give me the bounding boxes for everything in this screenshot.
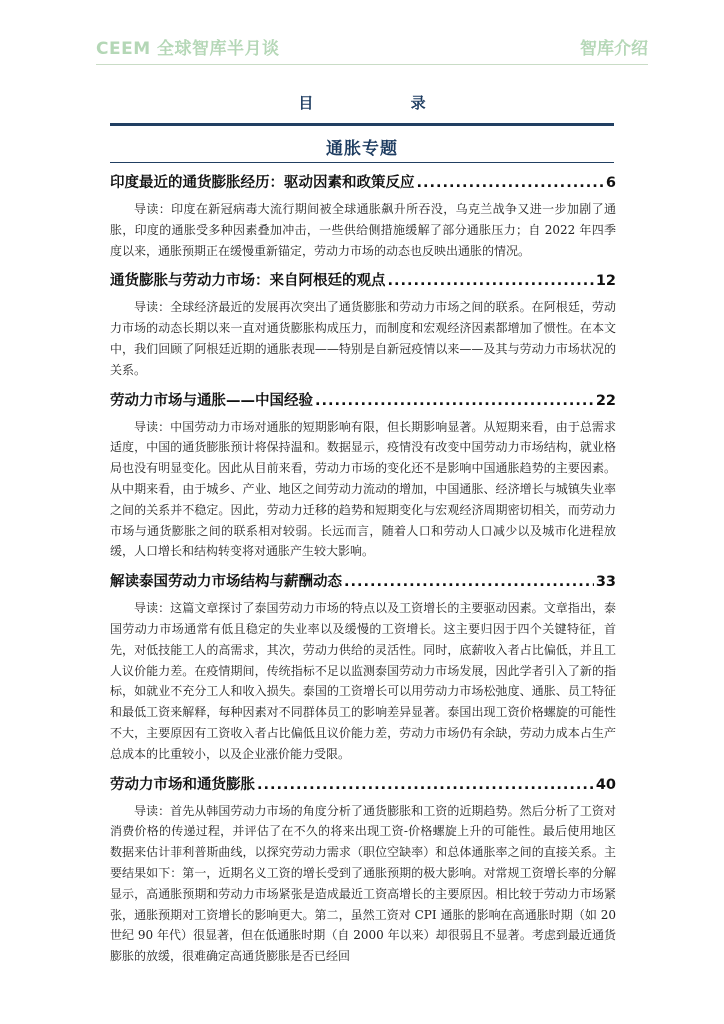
dot-leader bbox=[388, 265, 594, 297]
entry-page-number: 40 bbox=[595, 776, 616, 793]
toc-entry bbox=[110, 167, 616, 265]
entry-summary: 导读：全球经济最近的发展再次突出了通货膨胀和劳动力市场之间的联系。在阿根廷，劳动力市场的动态长期以来一直对通货膨胀构成压力，而制度和宏观经济因素都增加了惯性。在本文中，我们回顾了阿根廷近期的通胀表现——特别是自新冠疫情以来——及其与劳动力市场状况的关系。 bbox=[110, 300, 616, 377]
toc-entries bbox=[110, 167, 616, 971]
dot-leader bbox=[417, 167, 604, 199]
entry-summary: 导读：印度在新冠病毒大流行期间被全球通胀飙升所吞没，乌克兰战争又进一步加剧了通胀，印度的通胀受多种因素叠加冲击，一些供给侧措施缓解了部分通胀压力；自 2022 年四季度以来，通胀预期正在缓慢重新锚定，劳动力市场的动态也反映出通胀的情况。 bbox=[110, 202, 616, 258]
dot-leader bbox=[315, 385, 594, 417]
entry-page-number: 22 bbox=[595, 392, 616, 409]
section-heading: 通胀专题 bbox=[326, 139, 398, 159]
toc-entry bbox=[110, 385, 616, 567]
entry-page-number: 33 bbox=[595, 574, 616, 591]
toc-title: 目 录 bbox=[298, 94, 472, 112]
entry-title: 通货膨胀与劳动力市场：来自阿根廷的观点 bbox=[110, 273, 386, 290]
dot-leader bbox=[257, 769, 594, 801]
publication-title: CEEM 全球智库半月谈 bbox=[96, 39, 280, 59]
entry-title: 解读泰国劳动力市场结构与薪酬动态 bbox=[110, 574, 342, 591]
toc-entry-link[interactable] bbox=[110, 167, 616, 199]
toc-entry-link[interactable] bbox=[110, 769, 616, 801]
toc-entry bbox=[110, 769, 616, 971]
entry-page-number: 12 bbox=[595, 273, 616, 290]
entry-title: 印度最近的通货膨胀经历：驱动因素和政策反应 bbox=[110, 175, 415, 191]
toc-entry-link[interactable] bbox=[110, 566, 616, 598]
section-label: 智库介绍 bbox=[580, 39, 648, 59]
toc-entry-link[interactable] bbox=[110, 385, 616, 417]
header-divider bbox=[96, 64, 648, 65]
entry-title: 劳动力市场和通货膨胀 bbox=[110, 776, 255, 793]
section-divider bbox=[110, 162, 614, 163]
toc-divider bbox=[110, 123, 614, 126]
toc-entry bbox=[110, 265, 616, 384]
entry-page-number: 6 bbox=[605, 175, 616, 191]
entry-summary: 导读：中国劳动力市场对通胀的短期影响有限，但长期影响显著。从短期来看，由于总需求适度，中国的通货膨胀预计将保持温和。数据显示，疫情没有改变中国劳动力市场结构，就业格局也没有明显变化。因此从目前来看，劳动力市场的变化还不是影响中国通胀趋势的主要因素。从中期来看，由于城乡、产业、地区之间劳动力流动的增加，中国通胀、经济增长与城镇失业率之间的关系并不稳定。因此，劳动力迁移的趋势和短期变化与宏观经济周期密切相关，而劳动力市场与通货膨胀之间的联系相对较弱。长远而言，随着人口和劳动人口减少以及城市化进程放缓，人口增长和结构转变将对通胀产生较大影响。 bbox=[110, 419, 616, 559]
toc-entry-link[interactable] bbox=[110, 265, 616, 297]
entry-summary: 导读：这篇文章探讨了泰国劳动力市场的特点以及工资增长的主要驱动因素。文章指出，泰国劳动力市场通常有低且稳定的失业率以及缓慢的工资增长。这主要归因于四个关键特征，首先，对低技能工人的高需求，其次，劳动力供给的灵活性。同时，底薪收入者占比偏低，并且工人议价能力差。在疫情期间，传统指标不足以监测泰国劳动力市场发展，因此学者引入了新的指标，如就业不充分工人和收入损失。泰国的工资增长可以用劳动力市场松弛度、通胀、员工特征和最低工资来解释，每种因素对不同群体员工的影响差异显著。泰国出现工资价格螺旋的可能性不大，主要原因有工资收入者占比偏低且议价能力差，劳动力市场仍有余缺，劳动力成本占生产总成本的比重较小，以及企业涨价能力受限。 bbox=[110, 601, 616, 761]
entry-title: 劳动力市场与通胀——中国经验 bbox=[110, 392, 313, 409]
dot-leader bbox=[344, 566, 594, 598]
page-header bbox=[96, 34, 648, 64]
entry-summary: 导读：首先从韩国劳动力市场的角度分析了通货膨胀和工资的近期趋势。然后分析了工资对消费价格的传递过程，并评估了在不久的将来出现工资-价格螺旋上升的可能性。最后使用地区数据来估计菲利普斯曲线，以探究劳动力需求（职位空缺率）和总体通胀率之间的直接关系。主要结果如下：第一，近期名义工资的增长受到了通胀预期的极大影响。对常规工资增长率的分解显示，高通胀预期和劳动力市场紧张是造成最近工资高增长的主要原因。相比较于劳动力市场紧张，通胀预期对工资增长的影响更大。第二，虽然工资对 CPI 通胀的影响在高通胀时期（如 20 世纪 90 年代）很显著，但在低通胀时期（自 2000 年以来）却很弱且不显著。考虑到最近通货膨胀的放缓，很难确定高通货膨胀是否已经回 bbox=[110, 803, 616, 964]
toc-entry bbox=[110, 566, 616, 768]
